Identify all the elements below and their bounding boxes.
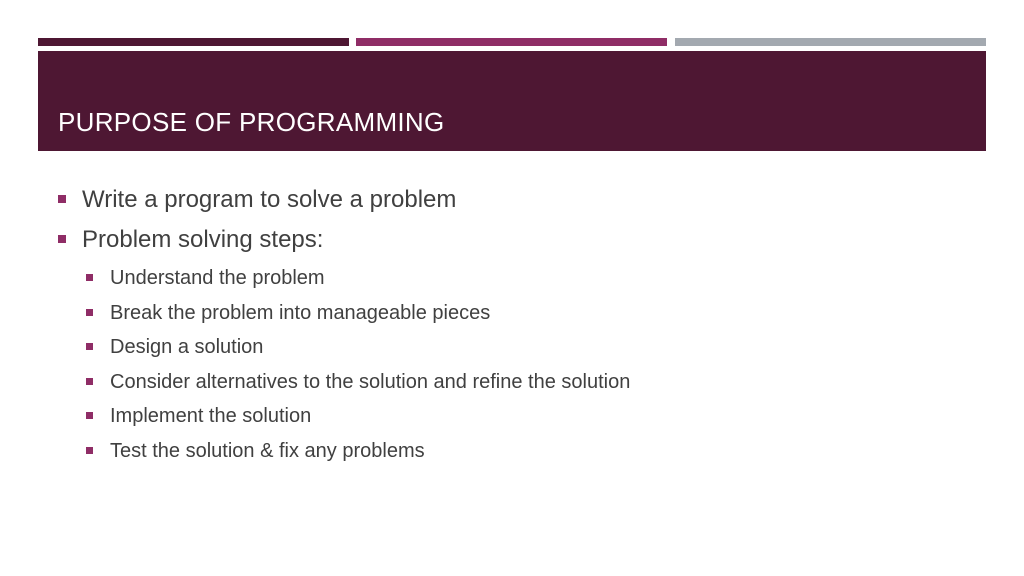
list-item-text: Write a program to solve a problem <box>82 186 457 213</box>
sub-list-item <box>56 367 976 402</box>
sub-list-item <box>56 298 976 333</box>
list-item-text: Implement the solution <box>110 405 312 427</box>
list-item-text: Understand the problem <box>110 267 325 289</box>
square-bullet-icon <box>58 235 66 243</box>
square-bullet-icon <box>86 412 93 419</box>
list-item <box>56 183 976 223</box>
square-bullet-icon <box>86 309 93 316</box>
sub-list-item <box>56 332 976 367</box>
bullet-list <box>56 183 976 470</box>
accent-bar-dark <box>38 38 349 46</box>
square-bullet-icon <box>58 195 66 203</box>
list-item <box>56 223 976 263</box>
title-band <box>38 51 986 151</box>
sub-list-item <box>56 436 976 471</box>
accent-bar-gray <box>675 38 986 46</box>
list-item-text: Test the solution & fix any problems <box>110 439 425 462</box>
sub-list-item <box>56 401 976 436</box>
square-bullet-icon <box>86 274 93 281</box>
list-item-text: Consider alternatives to the solution and refine the solution <box>110 370 631 393</box>
square-bullet-icon <box>86 343 93 350</box>
slide-title: PURPOSE OF PROGRAMMING <box>58 107 445 137</box>
list-item-text: Problem solving steps: <box>82 226 324 253</box>
sub-list-item <box>56 263 976 298</box>
list-item-text: Design a solution <box>110 336 264 358</box>
list-item-text: Break the problem into manageable pieces <box>110 301 491 324</box>
square-bullet-icon <box>86 378 93 385</box>
accent-bar-magenta <box>356 38 667 46</box>
square-bullet-icon <box>86 447 93 454</box>
